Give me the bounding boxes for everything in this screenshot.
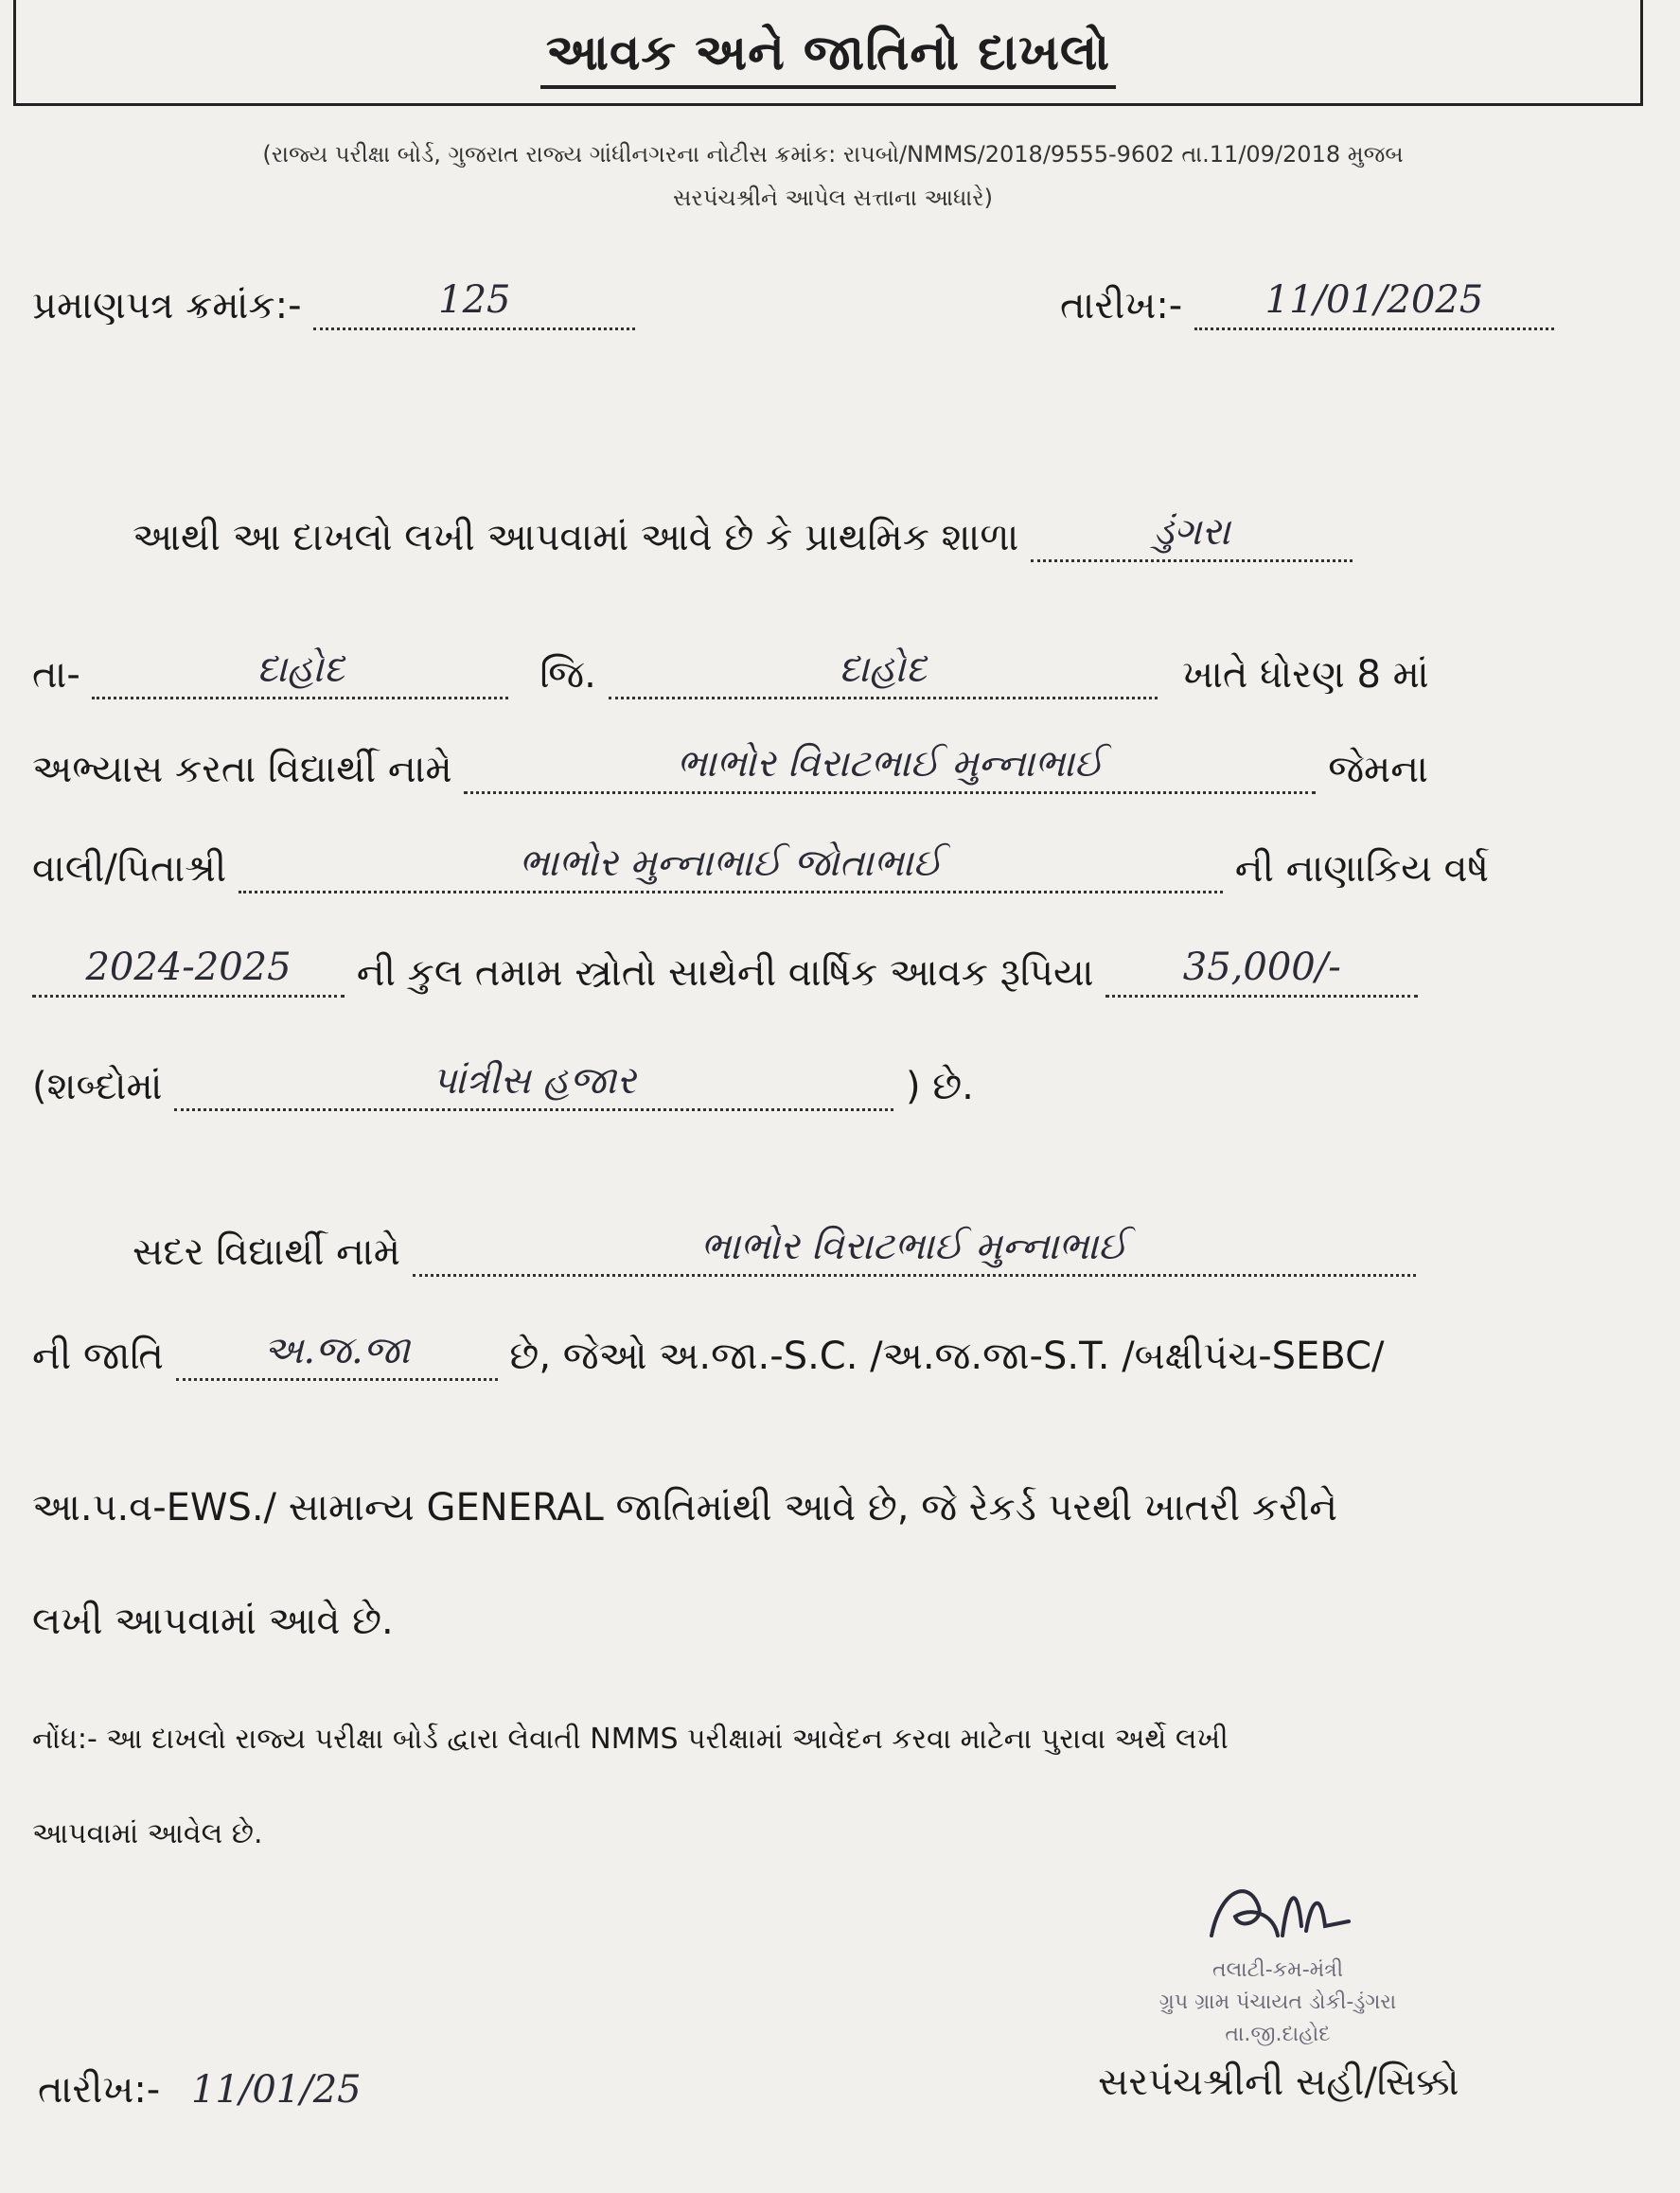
caste-value: અ.જ.જા [263, 1329, 411, 1372]
district-value: દાહોદ [839, 647, 928, 691]
certificate-number-value: 125 [438, 278, 511, 322]
taluka-value: દાહોદ [256, 647, 345, 691]
caste-field [176, 1329, 498, 1381]
note-line-1: નોંધ:- આ દાખલો રાજ્ય પરીક્ષા બોર્ડ દ્વારા લેવાતી NMMS પરીક્ષામાં આવેદન કરવા માટેના પુરાવા અર્થે લખી [32, 1723, 1229, 1756]
body-line-10: લખી આપવામાં આવે છે. [32, 1600, 394, 1643]
district-label: જિ. [539, 653, 596, 697]
footer-date-row [38, 2068, 362, 2112]
signature-block [1098, 1869, 1458, 2104]
stamp-line-1: તલાટી-કમ-મંત્રી [1212, 1958, 1343, 1982]
income-field [1105, 946, 1418, 998]
body-line-5 [32, 946, 1418, 998]
signature-icon [1183, 1869, 1372, 1954]
school-value: ડુંગરા [1153, 510, 1230, 554]
footer-date-label: તારીખ:- [38, 2068, 161, 2112]
income-value: 35,000/- [1182, 946, 1341, 989]
student-name-field [464, 742, 1316, 794]
words-label: (શબ્દોમાં [32, 1065, 163, 1108]
footer-date-value: 11/01/25 [190, 2068, 362, 2112]
student-name-value: ભાભોર વિરાટભાઈ મુન્નાભાઈ [677, 742, 1104, 786]
body-line-8 [32, 1329, 1385, 1381]
income-text: ની કુલ તમામ સ્ત્રોતો સાથેની વાર્ષિક આવક રૂપિયા [356, 951, 1094, 995]
stamp-line-3: તા.જી.દાહોદ [1225, 2023, 1331, 2046]
certificate-number-row [32, 278, 635, 330]
caste-label: ની જાતિ [32, 1335, 164, 1378]
note-line-2: આપવામાં આવેલ છે. [32, 1817, 263, 1850]
body-line-7 [133, 1225, 1416, 1277]
certificate-date-row [1060, 278, 1554, 330]
subtitle-line-2: સરપંચશ્રીને આપેલ સત્તાના આધારે) [672, 185, 994, 211]
intro-text: આથી આ દાખલો લખી આપવામાં આવે છે કે પ્રાથમિક શાળા [133, 516, 1019, 559]
words-end: ) છે. [905, 1065, 974, 1108]
taluka-field [92, 647, 508, 699]
student-name-value-2: ભાભોર વિરાટભાઈ મુન્નાભાઈ [700, 1225, 1128, 1268]
certificate-number-field [313, 278, 635, 330]
financial-year-text: ની નાણાકિય વર્ષ [1234, 847, 1489, 891]
taluka-label: તા- [32, 653, 80, 697]
body-line-2 [32, 647, 1429, 699]
guardian-name-value: ભાભોર મુન્નાભાઈ જોતાભાઈ [519, 841, 943, 885]
income-words-value: પાંત્રીસ હજાર [432, 1059, 636, 1103]
signature-caption: સરપંચશ્રીની સહી/સિક્કો [1098, 2060, 1459, 2104]
body-line-3 [32, 742, 1428, 794]
student-label: અભ્યાસ કરતા વિદ્યાર્થી નામે [32, 748, 452, 791]
title-box [13, 0, 1643, 106]
body-line-4 [32, 841, 1489, 893]
student-label-2: સદર વિદ્યાર્થી નામે [133, 1230, 400, 1274]
guardian-name-field [239, 841, 1223, 893]
financial-year-value: 2024-2025 [85, 946, 292, 989]
document-title: આવક અને જાતિનો દાખલો [16, 25, 1640, 82]
certificate-date-label: તારીખ:- [1060, 284, 1183, 327]
guardian-label: વાલી/પિતાશ્રી [32, 847, 227, 891]
district-field [609, 647, 1158, 699]
class-text: ખાતે ધોરણ 8 માં [1182, 653, 1429, 697]
whose-text: જેમના [1328, 748, 1428, 791]
student-name-field-2 [413, 1225, 1416, 1277]
body-line-6 [32, 1059, 974, 1111]
certificate-date-field [1194, 278, 1554, 330]
body-line-1 [133, 510, 1353, 562]
certificate-date-value: 11/01/2025 [1264, 278, 1484, 322]
financial-year-field [32, 946, 345, 998]
subtitle-line-1: (રાજ્ય પરીક્ષા બોર્ડ, ગુજરાત રાજ્ય ગાંધીનગરના નોટીસ ક્રમાંક: રાપબો/NMMS/2018/9555-9602 તા.11/09/2018 મુજબ [262, 141, 1404, 168]
stamp-line-2: ગ્રુપ ગ્રામ પંચાયત ડોકી-ડુંગરા [1158, 1990, 1397, 2014]
income-words-field [174, 1059, 893, 1111]
school-field [1031, 510, 1353, 562]
caste-options-1: છે, જેઓ અ.જા.-S.C. /અ.જ.જા-S.T. /બક્ષીપંચ-SEBC/ [509, 1335, 1385, 1378]
certificate-number-label: પ્રમાણપત્ર ક્રમાંક:- [32, 284, 302, 327]
body-line-9: આ.પ.વ-EWS./ સામાન્ય GENERAL જાતિમાંથી આવે છે, જે રેકર્ડ પરથી ખાતરી કરીને [32, 1486, 1338, 1530]
